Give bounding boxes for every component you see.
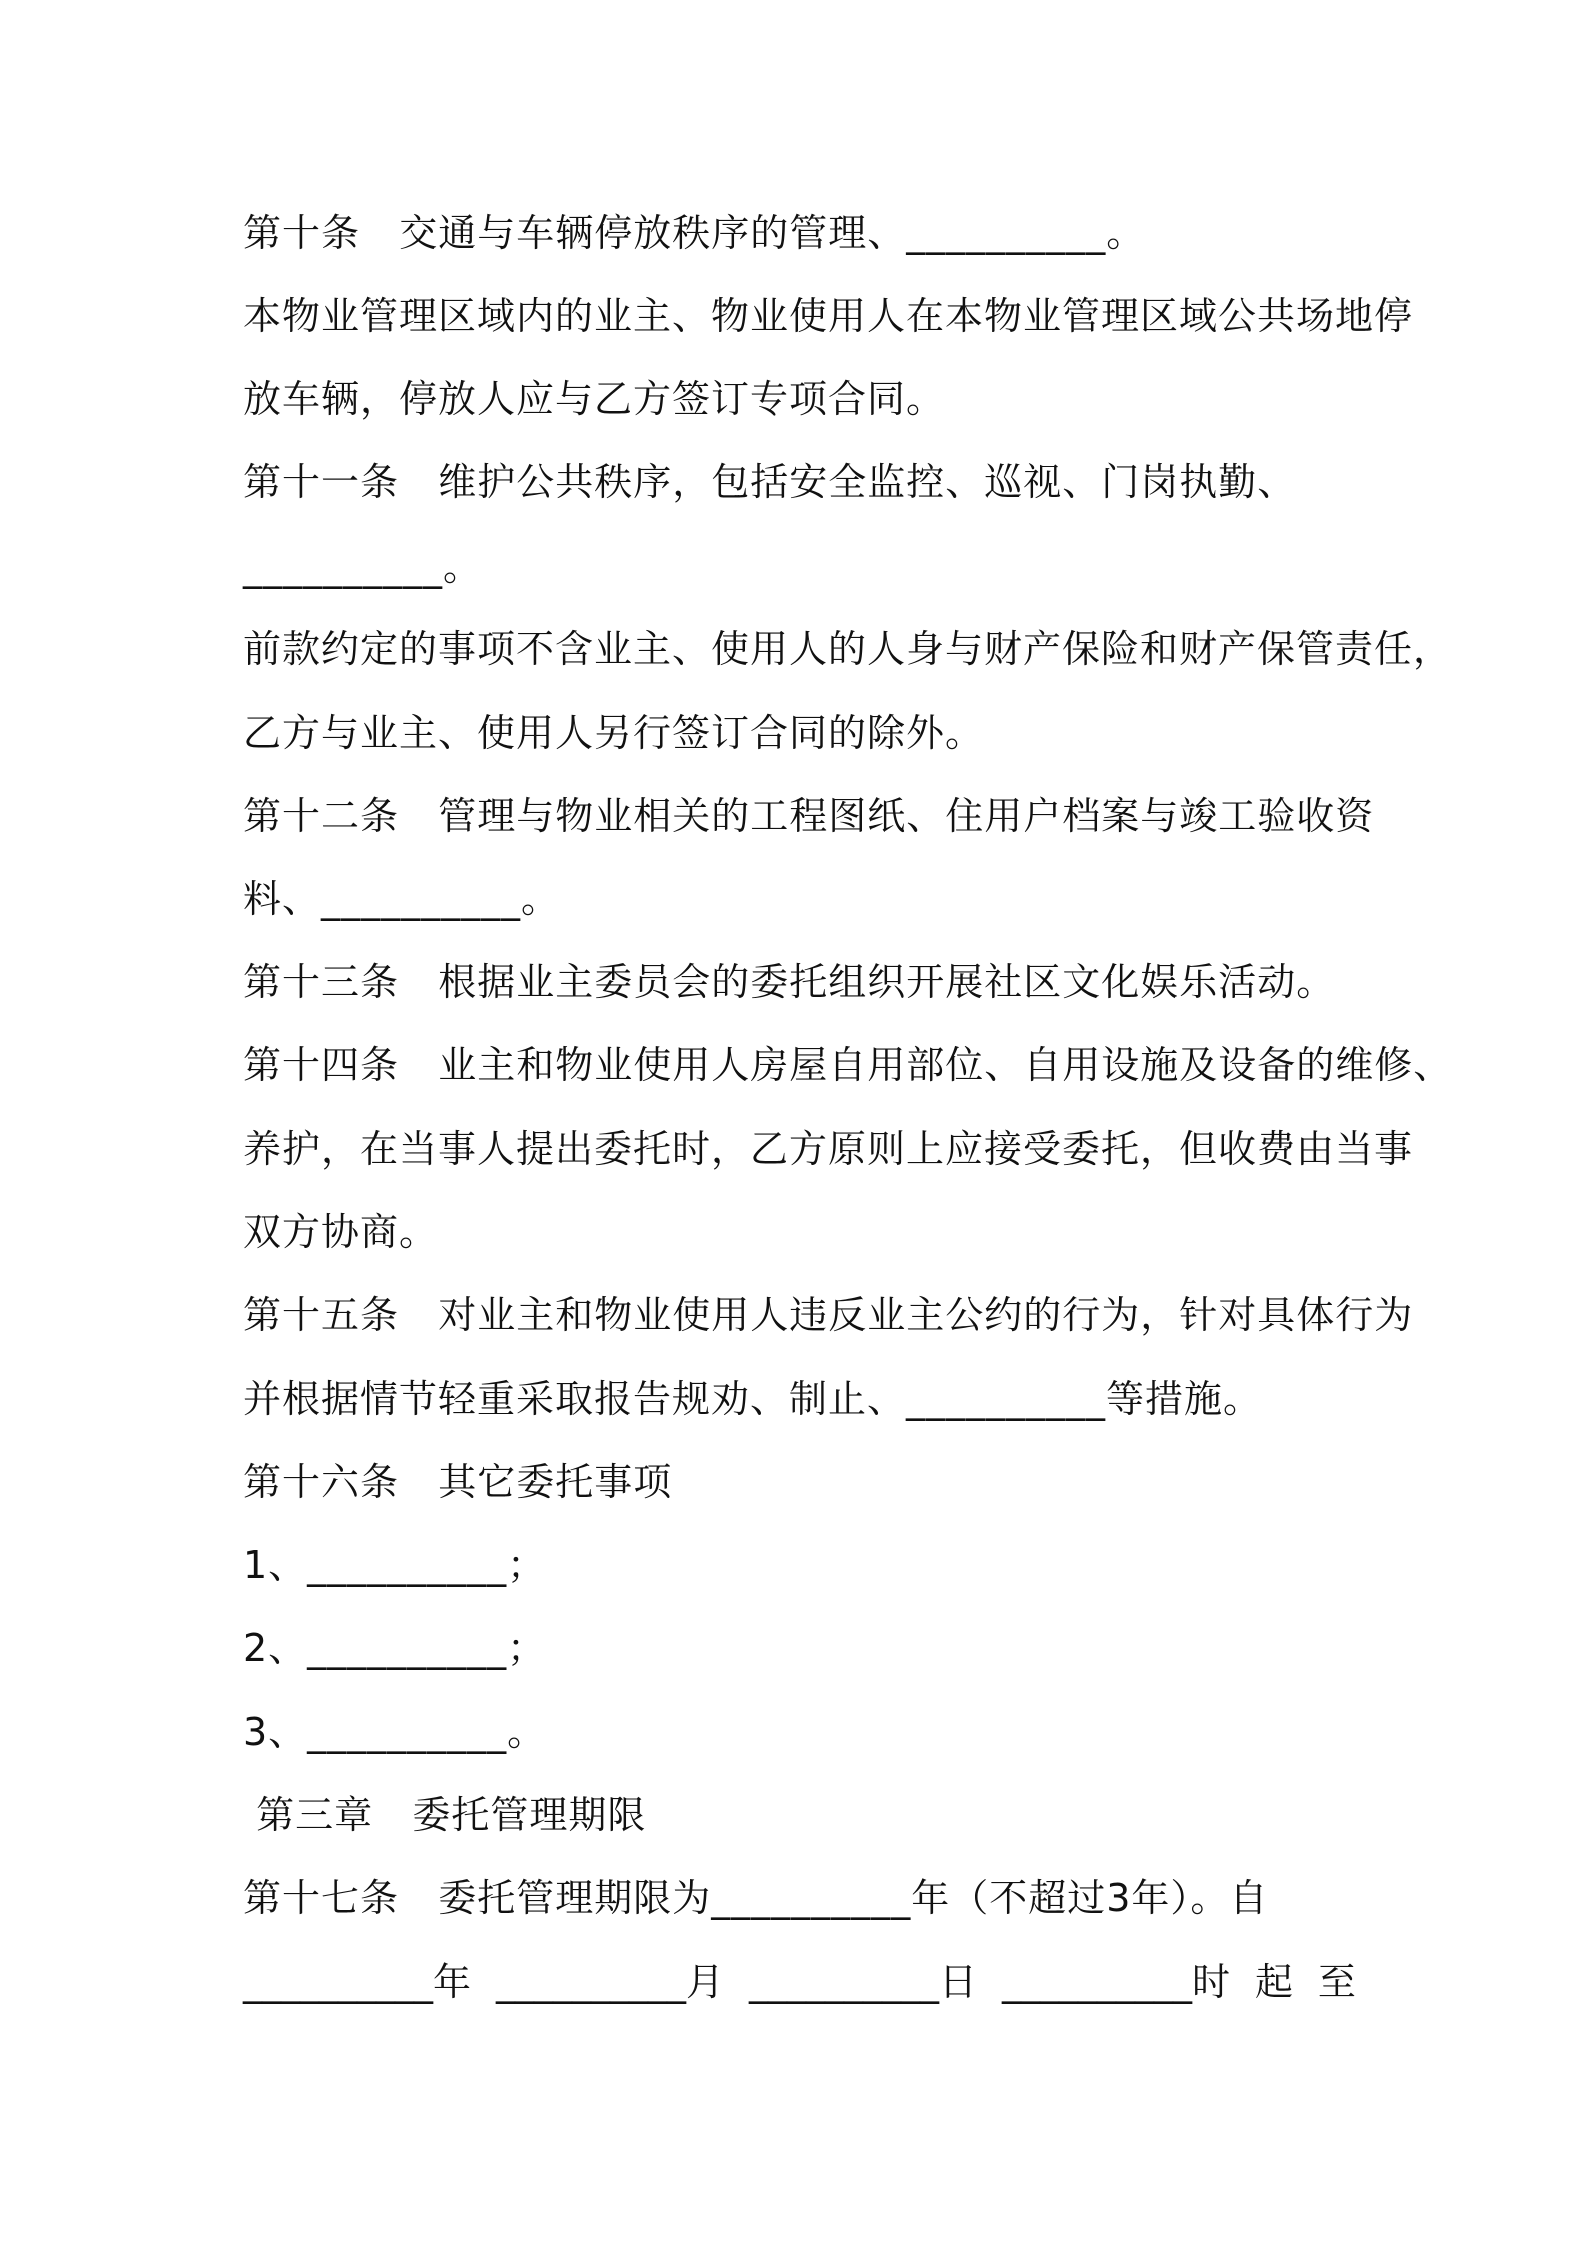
article-13: 第十三条 根据业主委员会的委托组织开展社区文化娱乐活动。	[243, 960, 1336, 1004]
article-16-item-2: 2、__________；	[243, 1626, 547, 1670]
article-17-title: 第十七条 委托管理期限为__________年（不超过3年）。自	[243, 1876, 1269, 1920]
article-11-title: 第十一条 维护公共秩序，包括安全监控、巡视、门岗执勤、	[243, 460, 1297, 504]
date-hour-blank: __________时	[1001, 1960, 1230, 2004]
article-14-text-line-1: 养护，在当事人提出委托时，乙方原则上应接受委托，但收费由当事	[243, 1127, 1414, 1171]
date-year-blank: __________年	[243, 1960, 472, 2004]
article-10-text-line-2: 放车辆，停放人应与乙方签订专项合同。	[243, 377, 946, 421]
article-16-item-1: 1、__________；	[243, 1543, 547, 1587]
article-10-text-line-1: 本物业管理区域内的业主、物业使用人在本物业管理区域公共场地停	[243, 294, 1414, 338]
article-11-note-line-1: 前款约定的事项不含业主、使用人的人身与财产保险和财产保管责任，	[243, 627, 1453, 671]
date-from-word: 起	[1254, 1960, 1293, 2004]
article-16-title: 第十六条 其它委托事项	[243, 1460, 673, 1504]
article-12-title: 第十二条 管理与物业相关的工程图纸、住用户档案与竣工验收资	[243, 794, 1375, 838]
article-15-text: 并根据情节轻重采取报告规劝、制止、__________等措施。	[243, 1377, 1263, 1421]
article-12-continuation: 料、__________。	[243, 877, 561, 921]
date-day-blank: __________日	[748, 1960, 977, 2004]
article-15-title: 第十五条 对业主和物业使用人违反业主公约的行为，针对具体行为	[243, 1293, 1414, 1337]
article-11-blank: __________。	[243, 545, 483, 589]
date-month-blank: __________月	[495, 1960, 724, 2004]
chapter-3-heading: 第三章 委托管理期限	[243, 1793, 647, 1837]
article-14-text-line-2: 双方协商。	[243, 1210, 439, 1254]
article-17-date-line	[243, 1957, 1356, 2007]
article-11-note-line-2: 乙方与业主、使用人另行签订合同的除外。	[243, 711, 985, 755]
article-10-title: 第十条 交通与车辆停放秩序的管理、__________。	[243, 211, 1146, 255]
article-16-item-3: 3、__________。	[243, 1710, 547, 1754]
article-14-title: 第十四条 业主和物业使用人房屋自用部位、自用设施及设备的维修、	[243, 1043, 1453, 1087]
date-to-word: 至	[1317, 1960, 1356, 2004]
